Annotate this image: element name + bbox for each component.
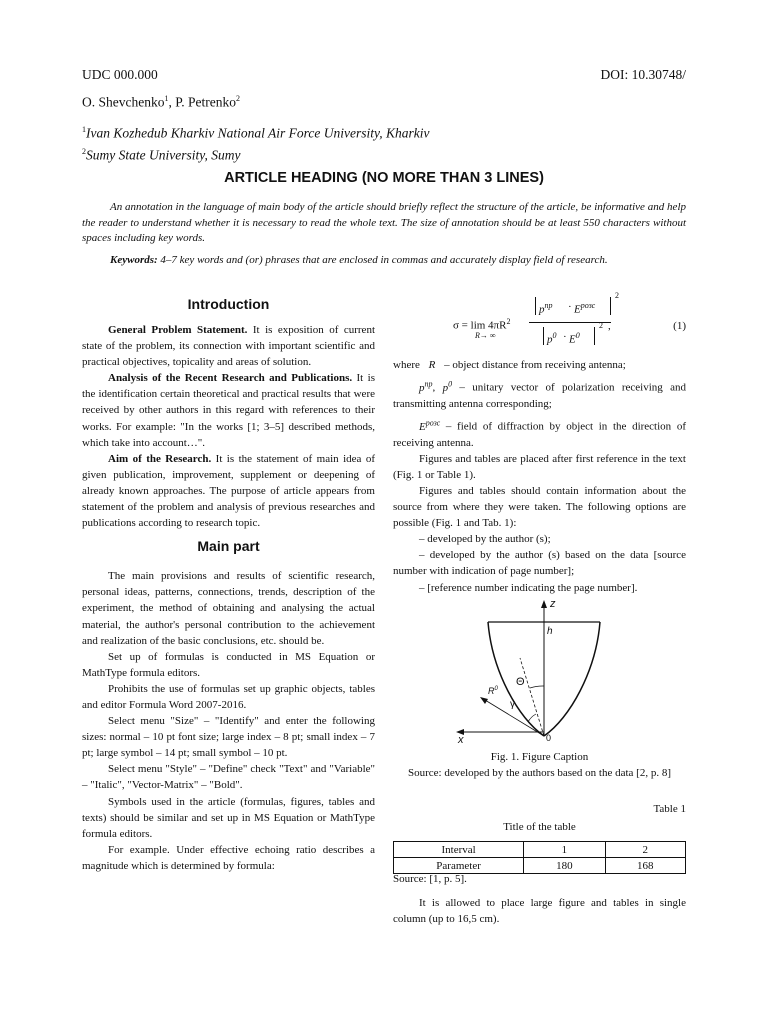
numerator-p (539, 301, 553, 316)
keywords-text: 4–7 key words and (or) phrases that are enclosed in commas and accurately display field of research. (157, 254, 608, 266)
symbol-r: R (428, 359, 436, 371)
figure-1-drawing (440, 596, 640, 748)
affiliation-1-index: 1 (82, 125, 86, 134)
numerator-left-bar (535, 297, 536, 315)
denominator-e-sup: 0 (575, 331, 580, 340)
aim-label: Aim of the Research. (108, 452, 212, 465)
final-paragraph: It is allowed to place large figure and tables in single column (up to 16,5 cm). (393, 897, 686, 926)
table-cell: 180 (524, 858, 605, 874)
symbol-p-pr-sup: пр (424, 379, 433, 389)
denominator-right-bar (594, 327, 595, 345)
keywords (82, 253, 686, 269)
affiliation-1-text: Ivan Kozhedub Kharkiv National Air Force University, Kharkiv (86, 125, 430, 141)
problem-text: It is exposition of current state of the problem, its connection with important scientific and practical objectives, topicality and areas of solution. (82, 324, 375, 369)
formula-lhs-text: σ = lim 4πR (453, 319, 507, 332)
main-paragraph-3: Prohibits the use of formulas set up graphic objects, tables and editor Formula Word 2007-2016. (82, 682, 375, 711)
figure-source: Source: developed by the authors based on the data [2, p. 8] (407, 767, 671, 779)
affiliation-2-index: 2 (82, 146, 86, 156)
aim-text: It is the statement of main idea of given publication, improvement, supplement or deepening of already known approaches. The purpose of article appears from statement of the problem and analysis of previous researches and publications according to research topic. (82, 452, 375, 530)
udc-code: UDC 000.000 (82, 67, 158, 82)
denominator-left-bar (543, 327, 544, 345)
symbol-separator: , (432, 381, 443, 394)
symbol-e-rozs (419, 417, 441, 433)
figure-1 (440, 596, 640, 748)
symbol-e-sup: розс (425, 417, 441, 427)
where-label: where (393, 359, 420, 371)
table-cell: 1 (524, 842, 605, 858)
figure-label-h: h (547, 626, 553, 637)
figure-label-r0-sup: 0 (494, 686, 498, 692)
figure-caption: Fig. 1. Figure Caption (490, 751, 589, 763)
figures-source-paragraph: Figures and tables should contain information about the source from where they were taken. The following options are possible (Fig. 1 and Tab. 1): (393, 484, 686, 530)
section-heading-introduction: Introduction (187, 296, 270, 312)
denominator-p-symbol: p (547, 333, 553, 346)
denominator-dot: · (563, 331, 567, 343)
problem-label: General Problem Statement. (108, 324, 248, 336)
numerator-e-symbol: E (574, 303, 581, 316)
table-cell: Interval (394, 842, 524, 858)
table-title: Title of the table (503, 821, 576, 833)
symbol-p-pr (419, 379, 433, 394)
table-cell: 2 (605, 842, 685, 858)
main-paragraph-2: Set up of formulas is conducted in MS Equation or MathType formula editors. (82, 650, 375, 679)
denominator-p (547, 331, 557, 346)
numerator-p-sup: пр (544, 301, 553, 310)
numerator-p-symbol: p (539, 303, 545, 316)
where-e (393, 415, 686, 451)
intro-paragraph-analysis (82, 370, 375, 450)
numerator-power: 2 (615, 291, 619, 300)
where-r (393, 357, 686, 373)
keywords-label: Keywords: (110, 254, 158, 266)
z-axis-arrow-icon (541, 600, 547, 608)
symbol-p-0-sup: 0 (448, 379, 453, 389)
final-paragraph-block (393, 895, 686, 927)
doi: DOI: 10.30748/ (600, 67, 686, 82)
author-1-affiliation-index: 1 (164, 94, 169, 103)
authors (82, 94, 240, 111)
option-1: – developed by the author (s); (419, 533, 551, 546)
numerator-e-sup: розс (580, 301, 596, 310)
theta-arc (530, 686, 544, 688)
affiliation-2 (82, 143, 429, 165)
author-2: P. Petrenko (175, 94, 236, 110)
formula-1 (393, 293, 686, 349)
main-paragraph-5: Select menu "Style" – "Define" check "Text" and "Variable" – "Italic", "Vector-Matrix" – "Bold". (82, 763, 375, 792)
author-separator: , (168, 94, 176, 110)
option-3: – [reference number indicating the page number]. (419, 581, 638, 594)
paraboloid-right (544, 622, 600, 736)
table-row (394, 858, 686, 874)
main-paragraph-4: Select menu "Size" – "Identify" and enter the following sizes: normal – 10 pt font size; large index – 8 pt; small index – 7 pt; large symbol – 14 pt; small symbol – 10 pt. (82, 715, 375, 760)
symbol-p-pr-base: p (419, 381, 425, 394)
formula-numerator (533, 291, 619, 317)
formula-lhs (453, 317, 510, 332)
table-source: Source: [1, p. 5]. (393, 873, 467, 885)
where-r-text: – object distance from receiving antenna; (441, 359, 626, 371)
formula-lhs-power: 2 (506, 317, 511, 326)
annotation: An annotation in the language of main body of the article should briefly reflect the structure of the article, be informative and help the reader to understand whether it is necessary to read the whole text. The size of annotation should be at least 550 characters without spaces including key words. (82, 201, 686, 244)
formula-comma: , (608, 320, 611, 332)
numerator-e (574, 301, 595, 316)
figures-placement-paragraph: Figures and tables are placed after first reference in the text (Fig. 1 or Table 1). (393, 452, 686, 481)
symbol-p-0 (442, 379, 453, 394)
numerator-right-bar (610, 297, 611, 315)
gamma-arc (528, 714, 536, 722)
denominator-power: 2 (599, 321, 603, 330)
where-e-text: – field of diffraction by object in the direction of receiving antenna. (393, 420, 686, 449)
figure-label-origin: 0 (546, 733, 552, 743)
table-cell: 168 (605, 858, 685, 874)
figure-label-x: x (458, 734, 464, 746)
figure-label-gamma: γ (510, 699, 515, 710)
formula-number: (1) (673, 320, 686, 332)
theta-ray (520, 658, 544, 736)
formula-limit-subscript: R→ ∞ (475, 331, 496, 340)
intro-paragraph-problem (82, 322, 375, 370)
author-1: O. Shevchenko (82, 94, 165, 110)
main-paragraph-6: Symbols used in the article (formulas, figures, tables and texts) should be similar and set up in MS Equation or MathType formula editors. (82, 795, 375, 840)
denominator-e (569, 331, 580, 346)
figure-label-r0-base: R (488, 686, 495, 696)
figure-caption-block (393, 749, 686, 781)
author-2-affiliation-index: 2 (235, 94, 240, 103)
symbol-e-base: E (419, 420, 426, 433)
main-paragraph-7: For example. Under effective echoing ratio describes a magnitude which is determined by formula: (82, 843, 375, 872)
where-p (393, 376, 686, 412)
affiliation-1 (82, 121, 429, 143)
data-table (393, 841, 686, 874)
denominator-p-sup: 0 (552, 331, 557, 340)
section-heading-main-part: Main part (197, 538, 260, 555)
figure-label-r0 (488, 686, 498, 696)
where-p-text: – unitary vector of polarization receiving and transmitting antenna corresponding; (393, 381, 686, 410)
intro-paragraph-aim (82, 451, 375, 531)
figure-label-z: z (550, 598, 556, 610)
affiliations (82, 121, 429, 164)
right-column (393, 357, 686, 596)
left-column (82, 296, 375, 874)
option-2: – developed by the author (s) based on the data [source number with indication of page number]; (393, 549, 686, 578)
main-paragraph-1: The main provisions and results of scientific research, personal ideas, patterns, connections, trends, description of the experiment, the method of obtaining and analysing the actual material, the author's personal contribution to the achievement and realization of the basic conclusions, etc. should be. (82, 570, 375, 647)
table-row (394, 842, 686, 858)
article-title: ARTICLE HEADING (NO MORE THAN 3 LINES) (224, 170, 544, 186)
figure-label-theta: Θ (516, 676, 525, 688)
formula-denominator (541, 321, 603, 347)
numerator-dot: · (568, 301, 572, 313)
affiliation-2-text: Sumy State University, Sumy (86, 147, 241, 162)
denominator-e-symbol: E (569, 333, 576, 346)
analysis-text: It is the identification certain theoretical and practical results that were received by other authors in this regard with references to their works. For example: "In the works [1; 3–5] described methods, which take into account…". (82, 372, 375, 449)
table-cell: Parameter (394, 858, 524, 874)
r0-arrow-icon (480, 697, 488, 704)
analysis-label: Analysis of the Recent Research and Publications. (108, 372, 353, 385)
symbol-p-0-base: p (442, 381, 449, 394)
table-number: Table 1 (653, 803, 686, 815)
